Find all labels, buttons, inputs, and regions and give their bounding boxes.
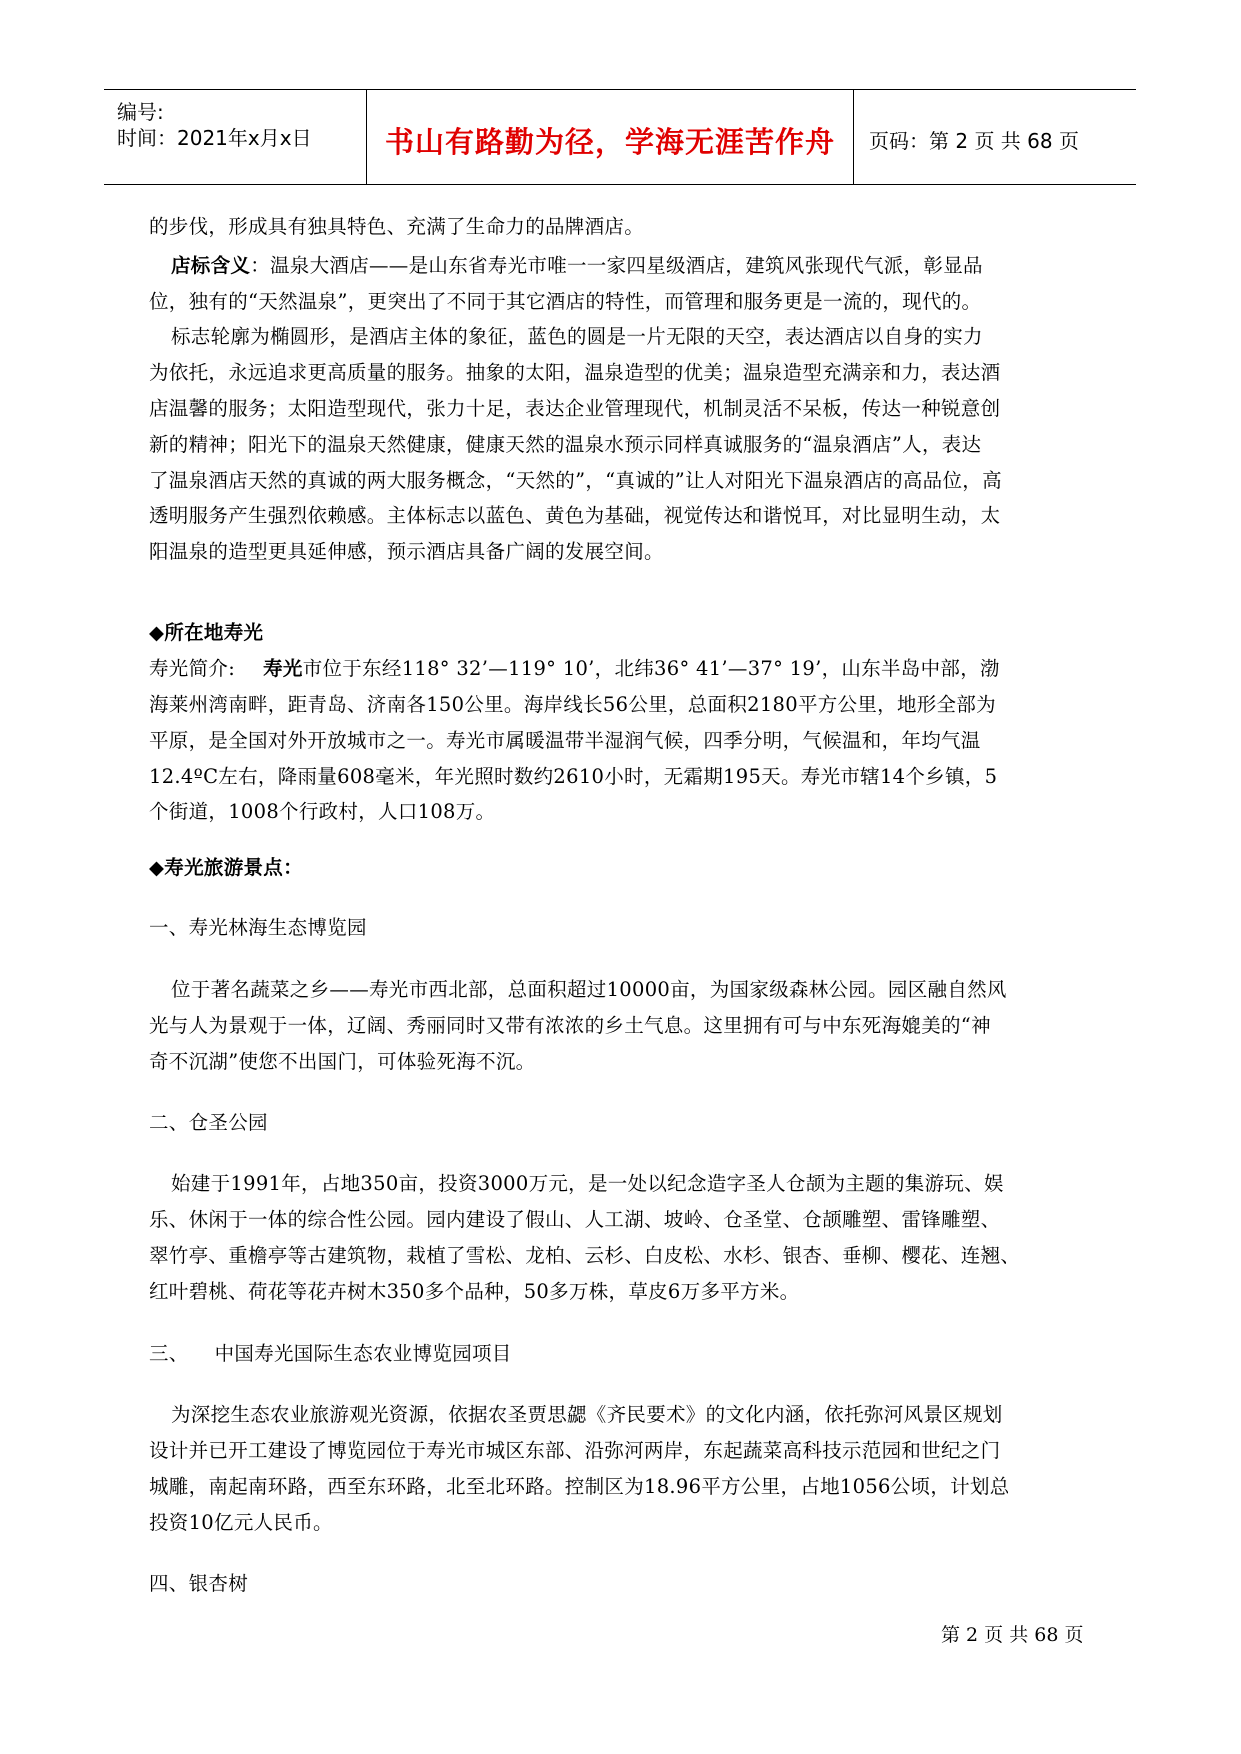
paragraph-line: 平原，是全国对外开放城市之一。寿光市属暖温带半湿润气候，四季分明，气候温和，年均气温 <box>149 729 981 752</box>
paragraph-line <box>171 250 1116 278</box>
paragraph-line: 翠竹亭、重檐亭等古建筑物，栽植了雪松、龙柏、云杉、白皮松、水杉、银杏、垂柳、樱花、连翘、 <box>149 1244 1021 1267</box>
subsection-title: 四、银杏树 <box>149 1572 249 1595</box>
paragraph-line: 了温泉酒店天然的真诚的两大服务概念，“天然的”，“真诚的”让人对阳光下温泉酒店的高品位，高 <box>149 469 1002 492</box>
paragraph-text: 市位于东经118° 32’—119° 10’，北纬36° 41’—37° 19’，山东半岛中部，渤 <box>302 657 1000 680</box>
paragraph-line: 红叶碧桃、荷花等花卉树木350多个品种，50多万株，草皮6万多平方米。 <box>149 1280 800 1303</box>
paragraph-line: 12.4ºC左右，降雨量608毫米，年光照时数约2610小时，无霜期195天。寿光市辖14个乡镇，5 <box>149 765 998 788</box>
header-page-cell <box>854 90 1136 184</box>
section-heading: ◆寿光旅游景点： <box>149 856 303 879</box>
paragraph-line: 海莱州湾南畔，距青岛、济南各150公里。海岸线长56公里，总面积2180平方公里，地形全部为 <box>149 693 996 716</box>
paragraph-line: 奇不沉湖”使您不出国门，可体验死海不沉。 <box>149 1050 536 1073</box>
paragraph-line: 阳温泉的造型更具延伸感，预示酒店具备广阔的发展空间。 <box>149 540 664 563</box>
paragraph-line: 店温馨的服务；太阳造型现代，张力十足，表达企业管理现代，机制灵活不呆板，传达一种锐意创 <box>149 397 1001 420</box>
paragraph-line: 乐、休闲于一体的综合性公园。园内建设了假山、人工湖、坡岭、仓圣堂、仓颉雕塑、雷锋雕塑、 <box>149 1208 1001 1231</box>
header-motto: 书山有路勤为径，学海无涯苦作舟 <box>384 125 835 159</box>
paragraph-line: 投资10亿元人民币。 <box>149 1511 333 1534</box>
paragraph-line: 的步伐，形成具有独具特色、充满了生命力的品牌酒店。 <box>149 215 645 238</box>
paragraph-line: 透明服务产生强烈依赖感。主体标志以蓝色、黄色为基础，视觉传达和谐悦耳，对比显明生动，太 <box>149 504 1001 527</box>
paragraph-line: 为深挖生态农业旅游观光资源，依据农圣贾思勰《齐民要术》的文化内涵，依托弥河风景区规划 <box>171 1403 1003 1426</box>
paragraph-line: 个街道，1008个行政村，人口108万。 <box>149 800 496 823</box>
paragraph-line: 位，独有的“天然温泉”，更突出了不同于其它酒店的特性，而管理和服务更是一流的，现代的。 <box>149 290 982 313</box>
paragraph-line: 设计并已开工建设了博览园位于寿光市城区东部、沿弥河两岸，东起蔬菜高科技示范园和世纪之门 <box>149 1439 1001 1462</box>
paragraph-line: 城雕，南起南环路，西至东环路，北至北环路。控制区为18.96平方公里，占地1056公顷，计划总 <box>149 1475 1010 1498</box>
subsection-title: 二、仓圣公园 <box>149 1111 268 1134</box>
city-name: 寿光 <box>263 657 303 680</box>
section-heading: ◆所在地寿光 <box>149 621 264 644</box>
intro-label: 寿光简介: <box>149 657 236 680</box>
paragraph-line: 光与人为景观于一体，辽阔、秀丽同时又带有浓浓的乡土气息。这里拥有可与中东死海媲美的“神 <box>149 1014 991 1037</box>
paragraph-text: ：温泉大酒店——是山东省寿光市唯一一家四星级酒店，建筑风张现代气派，彰显品 <box>250 254 983 277</box>
paragraph-line <box>149 653 1094 681</box>
document-number-label: 编号: <box>117 100 164 124</box>
header-motto-cell <box>367 90 854 184</box>
logo-meaning-title: 店标含义 <box>171 254 251 277</box>
paragraph-line: 始建于1991年，占地350亩，投资3000万元，是一处以纪念造字圣人仓颉为主题的集游玩、娱 <box>171 1172 1004 1195</box>
header-page-number: 页码：第 2 页 共 68 页 <box>869 129 1079 153</box>
subsection-title: 一、寿光林海生态博览园 <box>149 916 367 939</box>
paragraph-line: 新的精神；阳光下的温泉天然健康，健康天然的温泉水预示同样真诚服务的“温泉酒店”人，表达 <box>149 433 982 456</box>
document-time-label: 时间：2021年x月x日 <box>117 126 312 150</box>
paragraph-line: 位于著名蔬菜之乡——寿光市西北部，总面积超过10000亩，为国家级森林公园。园区融自然风 <box>171 978 1007 1001</box>
paragraph-line: 为依托，永远追求更高质量的服务。抽象的太阳，温泉造型的优美；温泉造型充满亲和力，表达酒 <box>149 361 1001 384</box>
subsection-title: 三、 中国寿光国际生态农业博览园项目 <box>149 1342 512 1365</box>
page-footer: 第 2 页 共 68 页 <box>941 1624 1084 1646</box>
paragraph-line: 标志轮廓为椭圆形，是酒店主体的象征，蓝色的圆是一片无限的天空，表达酒店以自身的实力 <box>171 325 983 348</box>
page-header <box>104 89 1136 185</box>
header-meta-cell <box>104 90 367 184</box>
